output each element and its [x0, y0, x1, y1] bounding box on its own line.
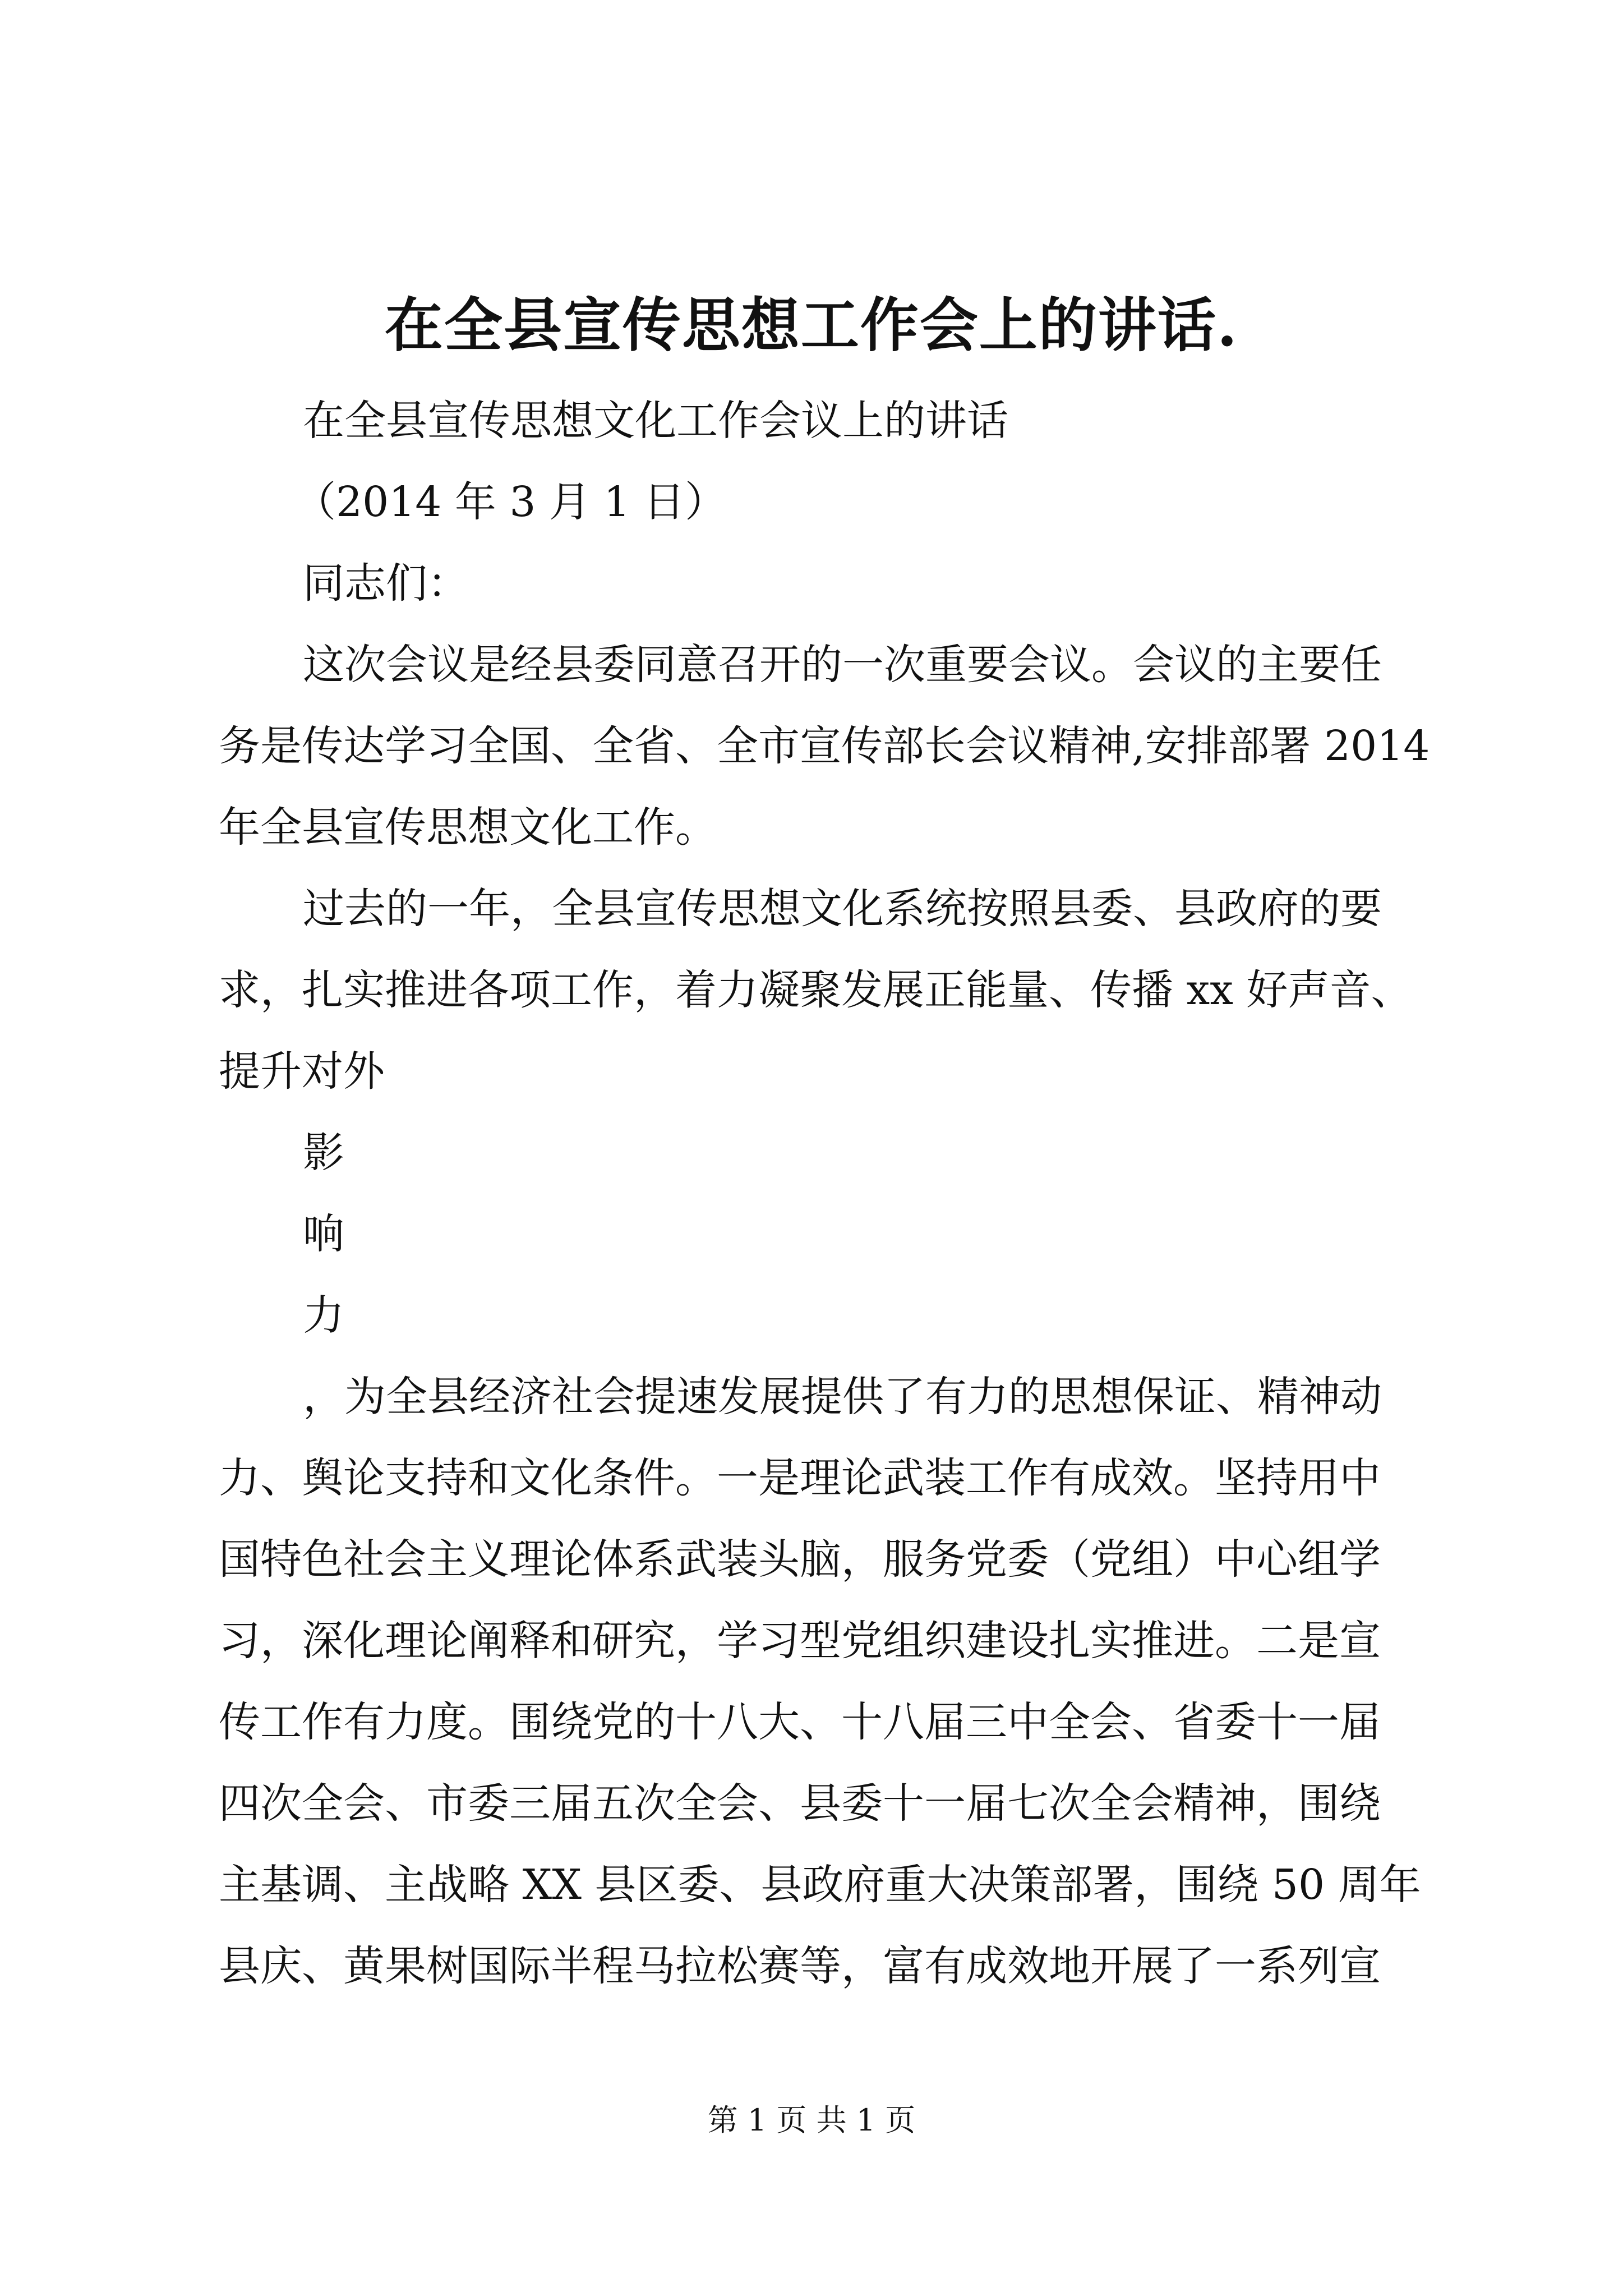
document-title: 在全县宣传思想工作会上的讲话.	[384, 291, 1239, 360]
paragraph-3-line-8: 县庆、黄果树国际半程马拉松赛等，富有成效地开展了一系列宣	[219, 1942, 1381, 1990]
paragraph-3-line-1: ，为全县经济社会提速发展提供了有力的思想保证、精神动	[303, 1373, 1382, 1421]
page-footer: 第 1 页 共 1 页	[707, 2102, 916, 2138]
paragraph-2-line-3: 提升对外	[219, 1047, 385, 1096]
vertical-char-2: 响	[303, 1210, 344, 1258]
paragraph-2-line-1: 过去的一年，全县宣传思想文化系统按照县委、县政府的要	[303, 885, 1382, 933]
paragraph-3-line-5: 传工作有力度。围绕党的十八大、十八届三中全会、省委十一届	[219, 1698, 1381, 1746]
vertical-char-1: 影	[303, 1129, 344, 1177]
paragraph-3-line-7: 主基调、主战略 XX 县区委、县政府重大决策部署，围绕 50 周年	[219, 1861, 1421, 1909]
date-line: （2014 年 3 月 1 日）	[294, 478, 727, 526]
vertical-char-3: 力	[303, 1291, 344, 1340]
greeting-line: 同志们：	[303, 559, 469, 608]
paragraph-1-line-1: 这次会议是经县委同意召开的一次重要会议。会议的主要任	[303, 641, 1382, 689]
paragraph-1-line-3: 年全县宣传思想文化工作。	[219, 803, 717, 852]
subtitle-line: 在全县宣传思想文化工作会议上的讲话	[303, 397, 1008, 445]
paragraph-3-line-2: 力、舆论支持和文化条件。一是理论武装工作有成效。坚持用中	[219, 1454, 1381, 1502]
paragraph-1-line-2: 务是传达学习全国、全省、全市宣传部长会议精神,安排部署 2014	[219, 722, 1430, 770]
paragraph-2-line-2: 求，扎实推进各项工作，着力凝聚发展正能量、传播 xx 好声音、	[219, 966, 1413, 1014]
paragraph-3-line-6: 四次全会、市委三届五次全会、县委十一届七次全会精神，围绕	[219, 1779, 1381, 1828]
paragraph-3-line-4: 习，深化理论阐释和研究，学习型党组织建设扎实推进。二是宣	[219, 1617, 1381, 1665]
paragraph-3-line-3: 国特色社会主义理论体系武装头脑，服务党委（党组）中心组学	[219, 1535, 1381, 1584]
